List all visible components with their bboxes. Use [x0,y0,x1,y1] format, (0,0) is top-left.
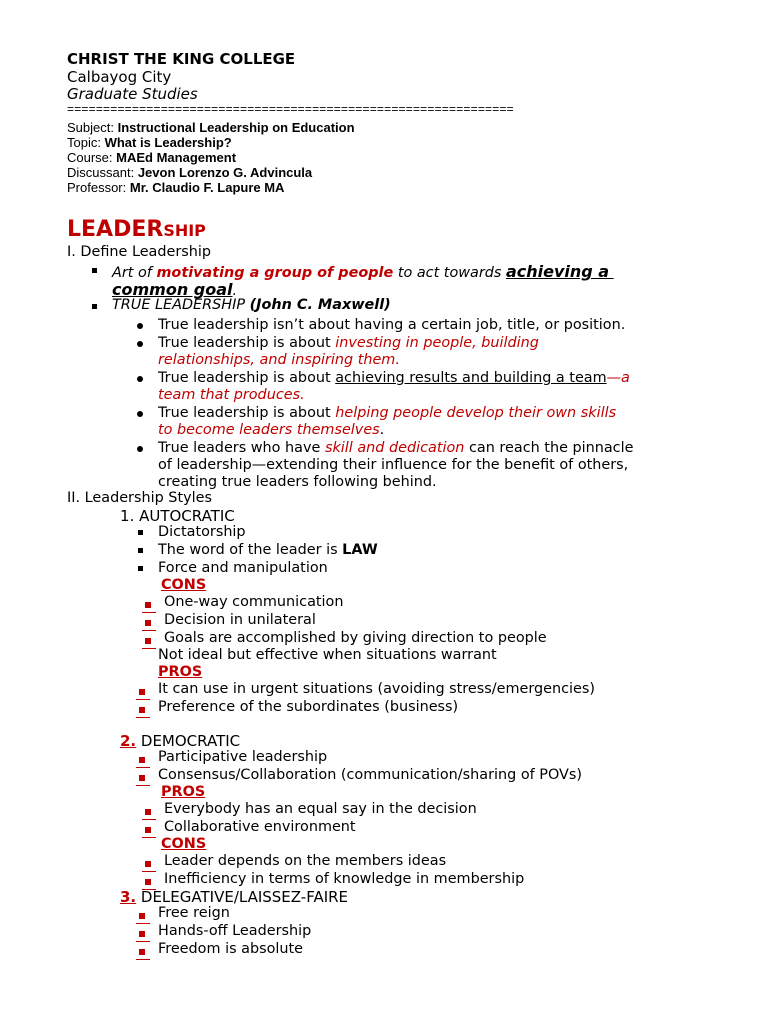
point-2-line2: relationships, and inspiring them. [158,352,400,368]
topic-line [67,135,232,150]
point-4-line2 [158,422,384,438]
course-line [67,150,236,165]
subject-value: Instructional Leadership on Education [117,120,355,135]
square-bullet [92,304,97,309]
delegative-item-3: Freedom is absolute [158,941,304,957]
democratic-pros-2: Collaborative environment [164,819,356,835]
red-square-icon [145,620,151,626]
p4d: . [379,422,385,438]
red-square-icon [139,913,145,919]
autocratic-cons-2: Decision in unilateral [164,612,316,628]
democratic-cons-2: Inefficiency in terms of knowledge in membership [164,871,525,887]
democratic-cons-label: CONS [161,836,207,852]
point-5-line1 [158,440,633,456]
course-label: Course: [67,150,113,165]
red-square-icon [139,775,145,781]
autocratic-note: Not ideal but effective when situations warrant [158,647,497,663]
round-bullet [137,341,143,347]
def-p6: . [232,283,238,299]
p4a: True leadership is about [158,405,336,421]
topic-value: What is Leadership? [104,135,232,150]
red-bullet [136,925,150,942]
def-p2: motivating a group of people [156,265,394,281]
autocratic-pros-2: Preference of the subordinates (business) [158,699,459,715]
red-square-icon [145,879,151,885]
p4c: to become leaders themselves [158,422,380,438]
delegative-title [120,888,348,906]
p3c: — [606,370,622,386]
democratic-item-2: Consensus/Collaboration (communication/sharing of POVs) [158,767,582,783]
square-bullet [138,530,143,535]
red-square-icon [145,602,151,608]
p3b: achieving results and building a team [335,370,607,386]
professor-label: Professor: [67,180,127,195]
autocratic-pros-label: PROS [158,664,203,680]
point-3-line2: team that produces. [158,387,305,403]
round-bullet [137,411,143,417]
red-square-icon [139,689,145,695]
autocratic-cons-1: One-way communication [164,594,344,610]
red-square-icon [145,861,151,867]
red-bullet [142,821,156,838]
round-bullet [137,323,143,329]
true-leadership-line [112,297,391,313]
red-bullet [142,614,156,631]
democratic-item-1: Participative leadership [158,749,328,765]
red-bullet [142,803,156,820]
square-bullet [138,566,143,571]
square-bullet [138,548,143,553]
def-p5: common goal [112,280,233,299]
delegative-item-1: Free reign [158,905,230,921]
subject-label: Subject: [67,120,114,135]
democratic-pros-label: PROS [161,784,206,800]
red-square-icon [145,827,151,833]
point-5-line2: of leadership—extending their influence for the benefit of others, [158,457,629,473]
department: Graduate Studies [67,85,198,103]
red-square-icon [139,949,145,955]
point-5-line3: creating true leaders following behind. [158,474,437,490]
red-square-icon [139,757,145,763]
red-bullet [136,907,150,924]
autocratic-title: 1. AUTOCRATIC [120,507,235,525]
autocratic-cons-3: Goals are accomplished by giving direction to people [164,630,547,646]
autocratic-item-1: Dictatorship [158,524,246,540]
title-small: SHIP [163,221,206,240]
course-value: MAEd Management [116,150,237,165]
p4b: helping people develop their own skills [335,405,617,421]
red-bullet [136,701,150,718]
red-square-icon [139,707,145,713]
red-bullet [136,769,150,786]
def-p4: achieving a [505,262,610,281]
item2b: LAW [342,542,378,558]
red-bullet [142,855,156,872]
def-p1: Art of [112,265,157,281]
true-p1: TRUE LEADERSHIP [112,297,250,313]
section1-heading: I. Define Leadership [67,244,212,260]
point-2-line1 [158,335,539,351]
point-1: True leadership isn’t about having a certain job, title, or position. [158,317,626,333]
true-p2: (John C. Maxwell) [249,297,391,313]
round-bullet [137,376,143,382]
square-bullet [92,268,97,273]
def-p3: to act towards [393,265,506,281]
p2a: True leadership is about [158,335,336,351]
definition-line1 [112,262,614,281]
p5c: can reach the pinnacle [464,440,634,456]
red-bullet [136,943,150,960]
red-square-icon [145,809,151,815]
democratic-title [120,732,240,750]
red-bullet [142,632,156,649]
divider-rule: ============================================================== [67,102,514,116]
delegative-title-text: DELEGATIVE/LAISSEZ-FAIRE [136,888,349,906]
professor-line [67,180,284,195]
delegative-num: 3. [120,888,137,906]
point-4-line1 [158,405,616,421]
red-bullet [142,596,156,613]
red-square-icon [145,638,151,644]
discussant-line [67,165,312,180]
p3d: a [621,370,630,386]
p5a: True leaders who have [158,440,325,456]
item2a: The word of the leader is [158,542,343,558]
red-square-icon [139,931,145,937]
red-bullet [136,751,150,768]
autocratic-cons-label: CONS [161,577,207,593]
discussant-value: Jevon Lorenzo G. Advincula [137,165,313,180]
college-name: CHRIST THE KING COLLEGE [67,50,296,68]
round-bullet [137,446,143,452]
title-big: LEADER [67,217,164,242]
p3a: True leadership is about [158,370,336,386]
page-title [67,217,206,242]
autocratic-item-2 [158,542,378,558]
discussant-label: Discussant: [67,165,135,180]
point-3-line1 [158,370,630,386]
p5b: skill and dedication [324,440,465,456]
democratic-title-text: DEMOCRATIC [136,732,241,750]
topic-label: Topic: [67,135,101,150]
democratic-pros-1: Everybody has an equal say in the decision [164,801,477,817]
autocratic-pros-1: It can use in urgent situations (avoiding stress/emergencies) [158,681,595,697]
democratic-cons-1: Leader depends on the members ideas [164,853,447,869]
professor-value: Mr. Claudio F. Lapure MA [129,180,285,195]
autocratic-item-3: Force and manipulation [158,560,328,576]
p2b: investing in people, building [335,335,539,351]
city: Calbayog City [67,68,172,86]
democratic-num: 2. [120,732,137,750]
section2-heading: II. Leadership Styles [67,490,212,506]
subject-line [67,120,355,135]
red-bullet [136,683,150,700]
delegative-item-2: Hands-off Leadership [158,923,312,939]
